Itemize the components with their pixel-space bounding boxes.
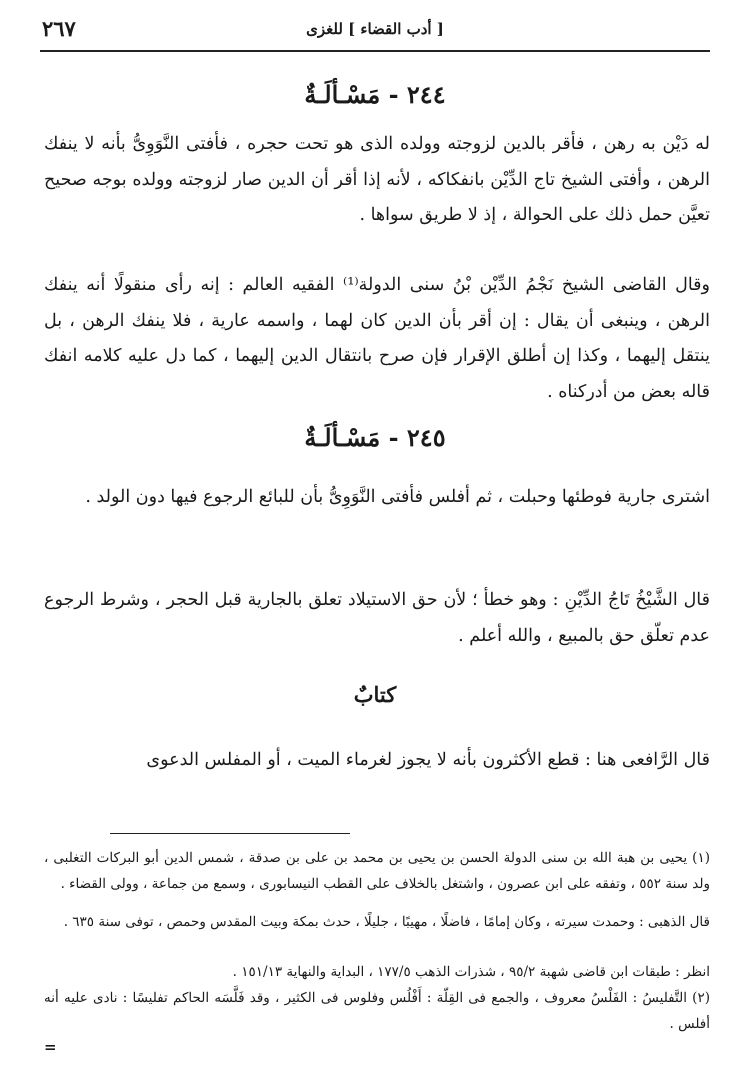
footnote-2-taflis: (٢) التَّفليسُ : الفَلْسُ معروف ، والجمع فى القِلّة : أَفْلُس وفلوس فى الكثير ، وقد فَلَّسَه الحاكم تفليسًا : نادى عليه أنه أفلس . xyxy=(44,990,710,1032)
running-title: [ أدب القضاء ] للغزى xyxy=(306,20,444,38)
issue-heading-244: ٢٤٤ - مَسْـألَـةٌ xyxy=(304,80,446,109)
footnote-1-dhahabi: قال الذهبى : وحمدت سيرته ، وكان إمامًا ، فاضلًا ، مهيبًا ، جليلًا ، حدث بمكة وبيت المقدس وحمص ، توفى سنة ٦٣٥ . xyxy=(63,914,710,930)
issue-heading-245: ٢٤٥ - مَسْـألَـةٌ xyxy=(304,423,446,452)
paragraph-taj-al-din: قال الشَّيْخُ تَاجُ الدِّيْنِ : وهو خطأ ؛ لأن حق الاستيلاد تعلق بالجارية قبل الحجر ، وشرط الرجوع عدم تعلّق حق بالمبيع ، والله أعلم . xyxy=(44,590,710,646)
paragraph-judge-opinion: وقال القاضى الشيخ نَجْمُ الدِّيْن بْنُ سنى الدولة⁽¹⁾ الفقيه العالم : إنه رأى منقولًا أنه ينفك الرهن ، وينبغى أن يقال : إن أقر بأن الدين كان لهما ، واسمه عارية ، فلا ينفك الرهن ، بل ينتقل إليهما ، وكذا إن أطلق الإقرار فإن صرح بانتقال الدين إليهما ، كما دل عليه كلامه انفك قاله بعض من أدركناه . xyxy=(44,275,710,402)
paragraph-rafii: قال الرَّافعى هنا : قطع الأكثرون بأنه لا يجوز لغرماء الميت ، أو المفلس الدعوى xyxy=(146,750,710,770)
footnote-1-sources: انظر : طبقات ابن قاضى شهبة ٩٥/٢ ، شذرات الذهب ١٧٧/٥ ، البداية والنهاية ١٥١/١٣ . xyxy=(232,964,710,980)
footnote-1-biography: (١) يحيى بن هبة الله بن سنى الدولة الحسن بن يحيى بن محمد بن على بن صدقة ، شمس الدين أبو البركات التغلبى ، ولد سنة ٥٥٢ ، وتفقه على ابن عصرون ، واشتغل بالخلاف على القطب النيسابورى ، وسمع من جماعة ، وولى القضاء . xyxy=(44,850,710,892)
section-heading-kitab: كتابٌ xyxy=(353,682,397,707)
page-number: ٢٦٧ xyxy=(42,16,76,41)
page-header xyxy=(40,14,710,52)
footnote-divider xyxy=(110,833,350,834)
paragraph-issue-245: اشترى جارية فوطئها وحبلت ، ثم أفلس فأفتى النَّوَوِىُّ بأن للبائع الرجوع فيها دون الولد . xyxy=(85,487,710,507)
paragraph-issue-244: له دَيْن به رهن ، فأقر بالدين لزوجته وولده الذى هو تحت حجره ، فأفتى النَّوَوِىُّ بأنه لا ينفك الرهن ، وأفتى الشيخ تاج الدِّيْن بانفكاكه ، لأنه إذا أقر أن الدين صار لزوجته وولده بوجه صحيح تعيَّن حمل ذلك على الحوالة ، إذ لا طريق سواها . xyxy=(44,134,710,225)
continuation-marker: = xyxy=(44,1038,57,1056)
